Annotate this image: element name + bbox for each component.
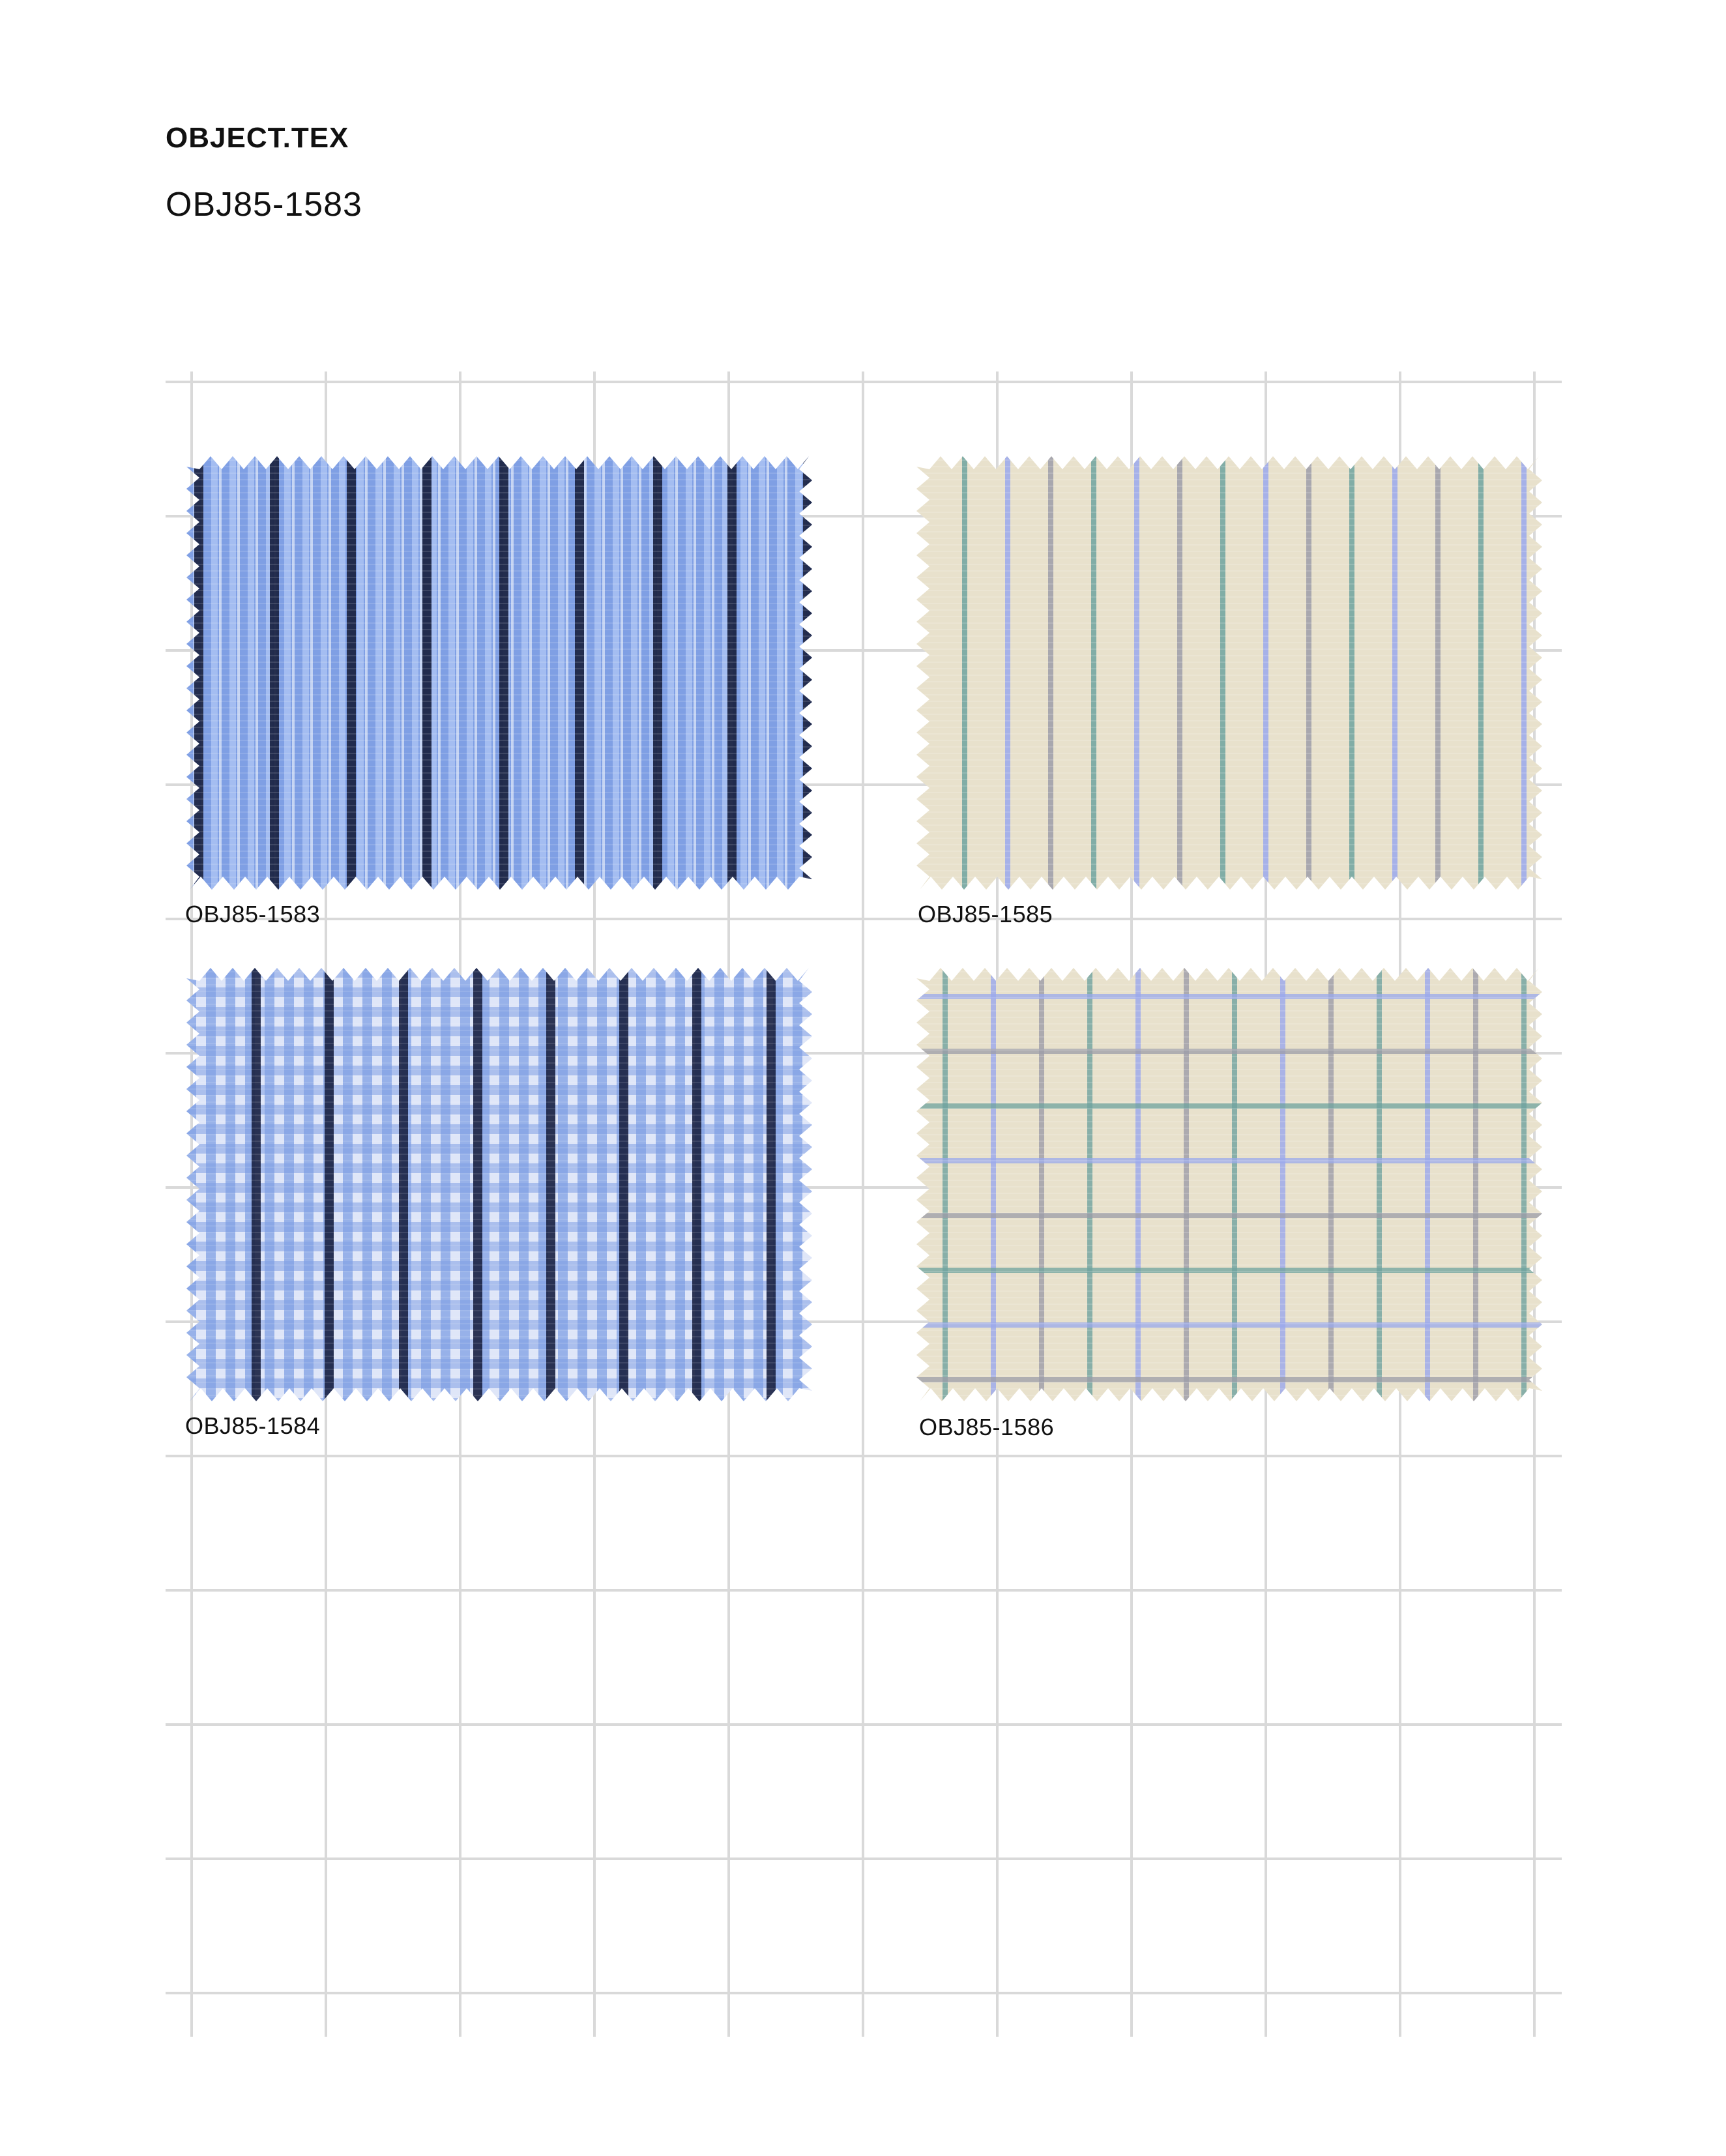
- stripe: [186, 1066, 812, 1075]
- stripe: [186, 987, 812, 997]
- fabric-swatch-obj85-1583[interactable]: [186, 456, 812, 890]
- fabric-swatch-obj85-1585[interactable]: [916, 456, 1542, 890]
- stripe: [186, 1261, 812, 1271]
- stripe: [186, 1281, 812, 1290]
- stripe: [186, 1359, 812, 1369]
- stripe: [186, 1300, 812, 1310]
- stripe: [186, 1398, 812, 1401]
- stripe: [186, 968, 812, 978]
- stripe: [186, 1339, 812, 1349]
- swatch-label: OBJ85-1584: [185, 1412, 321, 1439]
- stripe: [916, 1213, 1542, 1218]
- swatch-label: OBJ85-1583: [185, 901, 321, 927]
- brand-name: OBJECT.TEX: [166, 122, 349, 154]
- stripe: [186, 1183, 812, 1193]
- stripe: [186, 1163, 812, 1173]
- swatch-label: OBJ85-1585: [918, 901, 1053, 927]
- stripe: [186, 1046, 812, 1056]
- fabric-swatch-obj85-1586[interactable]: [916, 968, 1542, 1401]
- fabric-swatch-obj85-1584[interactable]: [186, 968, 812, 1401]
- stripe: [186, 1144, 812, 1154]
- stripe: [186, 1378, 812, 1388]
- swatch-label: OBJ85-1586: [919, 1414, 1055, 1440]
- stripe: [803, 456, 812, 890]
- stripe: [186, 1027, 812, 1036]
- stripe: [916, 1103, 1542, 1109]
- stripe: [186, 1007, 812, 1017]
- stripe: [916, 1377, 1542, 1382]
- stripe: [186, 1085, 812, 1095]
- stripe: [186, 1242, 812, 1251]
- stripe: [186, 1222, 812, 1232]
- fabric-code-title: OBJ85-1583: [166, 186, 362, 224]
- stripe: [186, 1320, 812, 1330]
- stripe: [186, 1124, 812, 1134]
- stripe: [186, 1105, 812, 1114]
- stripe: [186, 1202, 812, 1212]
